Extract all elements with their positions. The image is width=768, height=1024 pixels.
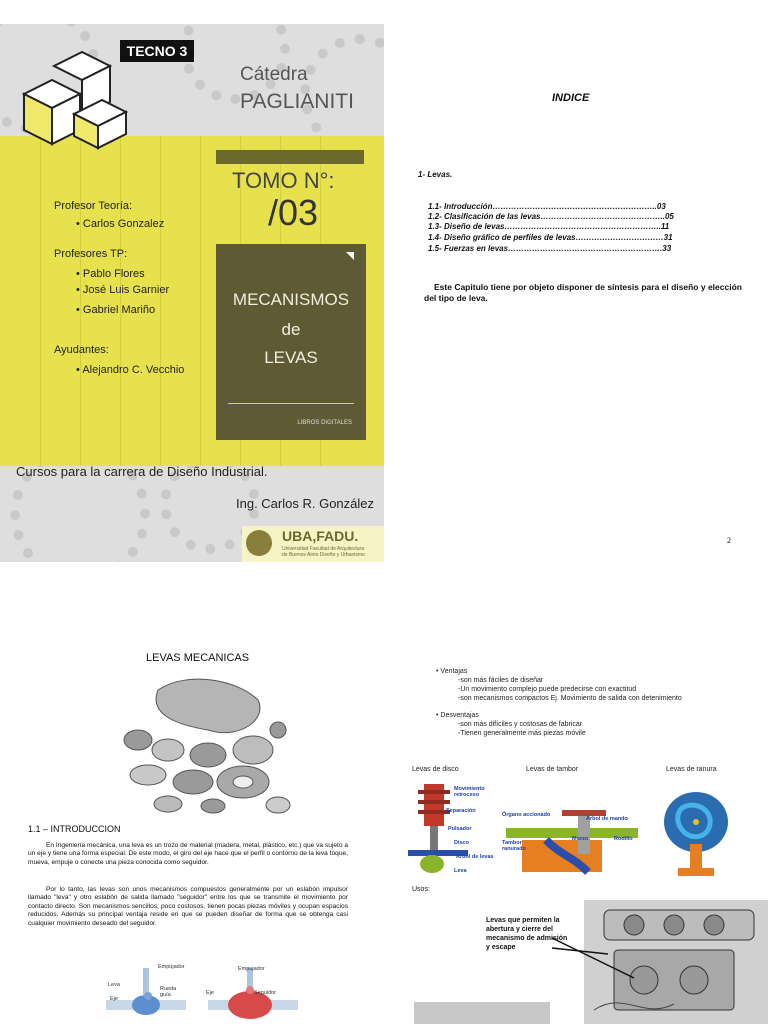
page-number: 2 <box>727 536 731 545</box>
disc-label: Separación <box>446 808 476 814</box>
disc-label: Leva <box>454 868 467 874</box>
fig-label: Eje <box>206 990 214 996</box>
figure-caption: Levas de disco <box>412 766 459 773</box>
disc-label: Movimiento retroceso <box>454 786 485 798</box>
arrow-icon <box>548 934 638 984</box>
desventajas-heading: • Desventajas <box>436 712 479 719</box>
uba-subtext: Universidad Facultad de Arquitectura de Buenos Aires Diseño y Urbanismo <box>282 546 365 558</box>
tomo-bar <box>216 150 364 164</box>
engine-note: Levas que permiten la abertura y cierre del mecanismo de admisión y escape <box>486 917 568 951</box>
cursos-text: Cursos para la carrera de Diseño Industrial. <box>16 464 268 479</box>
prof-teoria-label: Profesor Teoría: <box>54 200 133 212</box>
index-entry: 1.3- Diseño de levas…………………………………………………..11 <box>428 222 670 231</box>
author: Ing. Carlos R. González <box>236 496 375 511</box>
desventaja-item: -Tienen generalmente más piezas móvile <box>458 730 586 737</box>
tomo-label: TOMO N°: <box>232 168 335 193</box>
usos-label: Usos: <box>412 886 430 893</box>
desventaja-item: -son más difíciles y costosas de fabricar <box>458 721 583 728</box>
uba-seal-icon <box>246 530 272 556</box>
drum-label: Rodillo <box>614 836 633 842</box>
libros-digitales-label: LIBROS DIGITALES <box>297 420 352 426</box>
drum-label: Órgano accionado <box>502 812 551 818</box>
fig-label: Seguidor <box>254 990 277 996</box>
ayudantes-label: Ayudantes: <box>54 344 109 356</box>
title-line-2: de <box>281 320 301 339</box>
catedra-name: PAGLIANITI <box>240 90 354 113</box>
title-box <box>216 244 366 440</box>
index-title: INDICE <box>552 92 590 104</box>
index-section: 1- Levas. <box>418 170 453 179</box>
paragraph: Por lo tanto, las levas son unos mecanismos compuestos generalmente por un eslabón impulsor llamado "leva" y otro eslabón de salida llamado "seguidor" entre los que se transmite el movimiento por contacto directo. Son mecanismos sencillos, poco costosos, tienen pocas piezas móviles y ocupan espacios reducidos. Además su principal ventaja reside en que se pueden diseñar de forma que se obtenga casi cualquier movimiento deseado del seguidor. <box>28 886 348 927</box>
disc-label: Árbol de levas <box>456 854 494 860</box>
corner-triangle-icon <box>346 252 354 260</box>
index-intro: Este Capitulo tiene por objeto disponer de síntesis para el diseño y elección del tipo de leva. <box>424 282 742 303</box>
fig-label: Rueda guía <box>160 986 177 998</box>
fig-label: Empujador <box>238 966 265 972</box>
index-entry: 1.5- Fuerzas en levas………………………………………………….33 <box>428 244 672 253</box>
drum-label: Morzo <box>572 836 589 842</box>
tomo-number: /03 <box>268 192 319 233</box>
divider <box>228 403 354 404</box>
prof-tp-name: • José Luis Garnier <box>76 284 170 296</box>
prof-tp-label: Profesores TP: <box>54 248 128 260</box>
drum-label: Árbol de mando <box>586 816 628 822</box>
cover-page <box>0 24 384 562</box>
ventajas-heading: • Ventajas <box>436 668 468 675</box>
prof-tp-name: • Gabriel Mariño <box>76 304 156 316</box>
ventaja-item: -son mecanismos compactos Ej. Movimiento de salida con detenimiento <box>458 695 682 702</box>
title-line-3: LEVAS <box>264 348 318 367</box>
section-heading: 1.1 – INTRODUCCION <box>28 824 121 834</box>
disc-label: Disco <box>454 840 469 846</box>
cube-logo-icon <box>14 44 134 154</box>
prof-teoria-name: • Carlos Gonzalez <box>76 218 165 230</box>
index-entry: 1.2- Clasificación de las levas………………………………………..05 <box>428 212 674 221</box>
uba-logo-text: UBA,FADU. <box>282 528 359 544</box>
catedra-label: Cátedra <box>240 64 308 85</box>
tecno-badge: TECNO 3 <box>120 40 194 62</box>
disc-label: Pulsador <box>448 826 472 832</box>
engine-parts-photo <box>414 1002 550 1024</box>
ayudante-name: • Alejandro C. Vecchio <box>76 364 185 376</box>
page-title: LEVAS MECANICAS <box>146 652 250 664</box>
groove-cam-diagram <box>652 786 748 882</box>
index-entry: 1.1- Introducción……………………………………………………..03 <box>428 202 666 211</box>
paragraph: En Ingeniería mecánica, una leva es un trozo de material (madera, metal, plástico, etc.) que va sujeto a un eje y tiene una forma especial. De este modo, el giro del eje hace que el perfil o contorno de la leva toque, mueva, empuje o conecte una pieza conocida como seguidor. <box>28 842 349 866</box>
fig-label: Leva <box>108 982 120 988</box>
cam-parts-photo <box>118 670 294 818</box>
fig-label: Empujador <box>158 964 185 970</box>
prof-tp-name: • Pablo Flores <box>76 268 145 280</box>
index-entry: 1.4- Diseño gráfico de perfiles de levas……………………………31 <box>428 233 673 242</box>
ventaja-item: -Un movimiento complejo puede predecirse con exactitud <box>458 686 637 693</box>
drum-label: Tambor ranurado <box>502 840 526 852</box>
fig-label: Eje <box>110 996 118 1002</box>
ventaja-item: -son más fáciles de diseñar <box>458 677 544 684</box>
title-line-1: MECANISMOS <box>232 290 350 309</box>
figure-caption: Levas de ranura <box>666 766 717 773</box>
figure-caption: Levas de tambor <box>526 766 579 773</box>
